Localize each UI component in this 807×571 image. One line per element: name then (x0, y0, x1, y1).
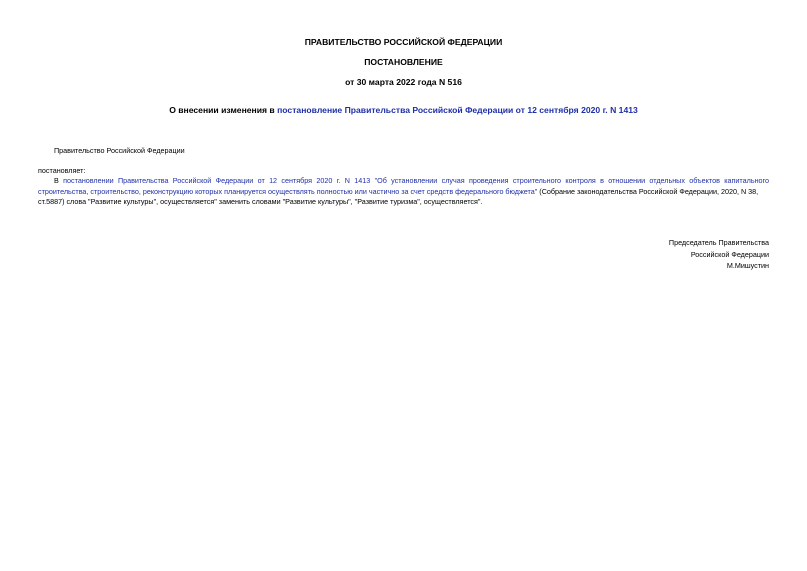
amended-act-reference-link-cont[interactable]: строительства, строительство, реконструкцию которых планируется осуществлять полностью или частично за счет средств федерального бюджета" (38, 186, 538, 196)
resolves-text: постановляет: (38, 166, 86, 175)
paragraph-prefix: В (54, 176, 64, 185)
signatory-position-line-2: Российской Федерации (690, 249, 769, 259)
government-heading: ПРАВИТЕЛЬСТВО РОССИЙСКОЙ ФЕДЕРАЦИИ (304, 37, 503, 47)
paragraph-line-2 (38, 187, 769, 198)
paragraph-line-3: ст.5887) слова "Развитие культуры", осуществляется" заменить словами "Развитие культуры", "Развитие туризма", осуществляется". (38, 197, 483, 207)
amendment-paragraph (38, 176, 769, 208)
issuer-text: Правительство Российской Федерации (54, 146, 185, 155)
signatory-position-line-1: Председатель Правительства (668, 238, 769, 247)
document-title (0, 105, 807, 115)
amended-act-reference-link[interactable]: постановлении Правительства Российской Федерации от 12 сентября 2020 г. N 1413 "Об установлении случая проведения строительного контроля в отношении отдельных объектов капитального (63, 176, 769, 185)
signature-block (669, 237, 769, 272)
amended-act-link[interactable]: постановление Правительства Российской Федерации от 12 сентября 2020 г. N 1413 (277, 105, 638, 115)
paragraph-line-1 (38, 176, 769, 187)
paragraph-source-citation: (Собрание законодательства Российской Федерации, 2020, N 38, (537, 186, 759, 196)
document-date-number: от 30 марта 2022 года N 516 (345, 77, 462, 87)
document-title-prefix: О внесении изменения в (169, 105, 278, 115)
document-type-heading: ПОСТАНОВЛЕНИЕ (364, 57, 443, 67)
signatory-name: М.Мишустин (726, 261, 769, 270)
